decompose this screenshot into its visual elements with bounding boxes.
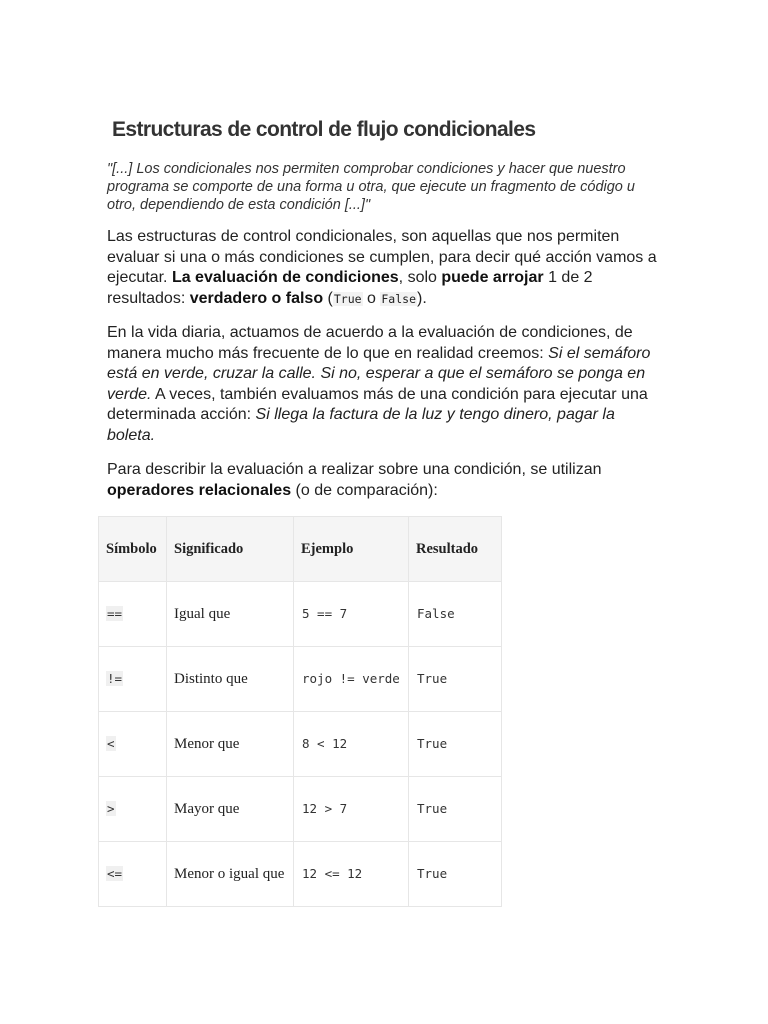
paragraph-daily-life: [107, 323, 667, 446]
text: En la vida diaria, actuamos de acuerdo a la evaluación de condiciones, de manera mucho más frecuente de lo que en realidad creemos:: [107, 324, 633, 362]
symbol-code: >: [107, 800, 115, 816]
table-row: [99, 777, 502, 842]
result-code: True: [417, 735, 448, 751]
symbol-code: <: [107, 735, 115, 751]
cell-symbol: [99, 842, 167, 907]
cell-example: [294, 712, 409, 777]
symbol-code: <=: [107, 865, 123, 881]
cell-result: [409, 842, 502, 907]
text: o: [362, 289, 381, 307]
operators-table: [98, 516, 502, 907]
example-code: rojo != verde: [302, 670, 400, 686]
example-code: 8 < 12: [302, 735, 348, 751]
text: ).: [417, 289, 427, 307]
column-header-result: Resultado: [409, 517, 502, 582]
cell-symbol: [99, 582, 167, 647]
result-code: True: [417, 865, 448, 881]
text: , solo: [398, 269, 442, 286]
result-code: True: [417, 670, 448, 686]
result-code: True: [417, 800, 448, 816]
text: Para describir la evaluación a realizar sobre una condición, se utilizan: [107, 461, 602, 478]
table-row: [99, 647, 502, 712]
table-row: [99, 712, 502, 777]
result-code: False: [417, 605, 455, 621]
column-header-meaning: Significado: [167, 517, 294, 582]
cell-example: [294, 582, 409, 647]
text: (: [323, 289, 333, 307]
symbol-code: !=: [107, 670, 123, 686]
code-false: False: [381, 291, 416, 306]
cell-meaning: Menor que: [167, 712, 294, 777]
text: A veces, también evaluamos más de una condición para ejecutar una determinada acción:: [107, 385, 648, 423]
cell-example: [294, 842, 409, 907]
paragraph-conditionals: [107, 227, 667, 309]
example-code: 12 > 7: [302, 800, 348, 816]
code-true: True: [333, 291, 362, 306]
cell-meaning: Igual que: [167, 582, 294, 647]
table-row: [99, 842, 502, 907]
column-header-example: Ejemplo: [294, 517, 409, 582]
text: (o de comparación):: [291, 481, 438, 499]
example-code: 12 <= 12: [302, 865, 363, 881]
table-header-row: [99, 517, 502, 582]
cell-meaning: Mayor que: [167, 777, 294, 842]
intro-quote: "[...] Los condicionales nos permiten comprobar condiciones y hacer que nuestro programa se comporte de una forma u otra, que ejecute un fragmento de código u otro, dependiendo de esta condición [...]": [107, 161, 635, 213]
cell-meaning: Menor o igual que: [167, 842, 294, 907]
cell-symbol: [99, 647, 167, 712]
bold-text: operadores relacionales: [107, 481, 292, 499]
bold-text: La evaluación de condiciones: [171, 269, 399, 286]
cell-symbol: [99, 712, 167, 777]
column-header-symbol: Símbolo: [99, 517, 167, 582]
text: 1 de 2 resultados:: [107, 269, 593, 307]
cell-symbol: [99, 777, 167, 842]
italic-example: Si el semáforo está en verde, cruzar la calle. Si no, esperar a que el semáforo se ponga en verde.: [107, 344, 651, 403]
table-row: [99, 582, 502, 647]
cell-meaning: Distinto que: [167, 647, 294, 712]
cell-result: [409, 647, 502, 712]
cell-result: [409, 712, 502, 777]
text: Las estructuras de control condicionales, son aquellas que nos permiten evaluar si una o más condiciones se cumplen, para decir qué acción vamos a ejecutar.: [107, 228, 657, 286]
italic-example: Si llega la factura de la luz y tengo dinero, pagar la boleta.: [107, 406, 615, 444]
page-title: Estructuras de control de flujo condicionales: [112, 118, 536, 141]
cell-example: [294, 777, 409, 842]
paragraph-operators: [107, 460, 667, 501]
cell-result: [409, 582, 502, 647]
example-code: 5 == 7: [302, 605, 348, 621]
cell-result: [409, 777, 502, 842]
bold-text: puede arrojar: [441, 269, 544, 286]
cell-example: [294, 647, 409, 712]
symbol-code: ==: [107, 605, 123, 621]
bold-text: verdadero o falso: [189, 289, 324, 307]
